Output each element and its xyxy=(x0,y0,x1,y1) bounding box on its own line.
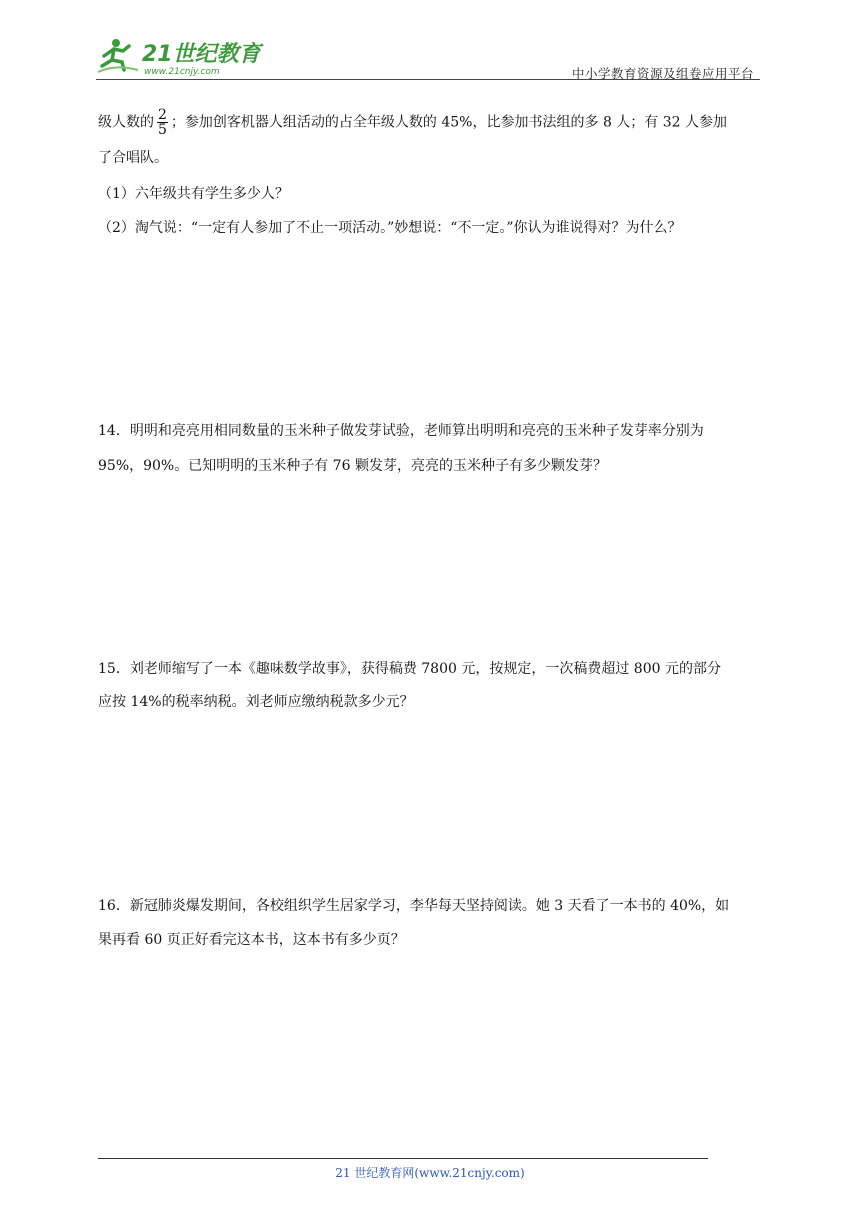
footer-link[interactable]: 21 世纪教育网(www.21cnjy.com) xyxy=(335,1166,525,1180)
platform-name: 中小学教育资源及组卷应用平台 xyxy=(571,66,754,81)
fraction-denominator: 5 xyxy=(158,122,167,138)
q16-line2: 果再看 60 页正好看完这本书，这本书有多少页？ xyxy=(98,932,405,948)
footer-divider xyxy=(98,1158,708,1159)
q16-line1: 16．新冠肺炎爆发期间，各校组织学生居家学习，李华每天坚持阅读。她 3 天看了一本书的 40%，如 xyxy=(98,898,730,914)
logo-text: 21世纪教育 xyxy=(142,42,261,67)
header-divider xyxy=(96,79,760,80)
q14-line2: 95%，90%。已知明明的玉米种子有 76 颗发芽，亮亮的玉米种子有多少颗发芽？ xyxy=(98,458,607,474)
q13-sub1: （1）六年级共有学生多少人？ xyxy=(98,186,289,202)
q13-line1-post: ；参加创客机器人组活动的占全年级人数的 45%，比参加书法组的多 8 人；有 32 人参加 xyxy=(170,114,728,131)
q15-line2: 应按 14%的税率纳税。刘老师应缴纳税款多少元？ xyxy=(98,694,414,710)
q13-sub2: （2）淘气说：“一定有人参加了不止一项活动。”妙想说：“不一定。”你认为谁说得对？为什么？ xyxy=(98,220,682,236)
fraction-two-fifths xyxy=(157,108,168,137)
fraction-numerator: 2 xyxy=(158,107,167,123)
q13-line1-pre: 级人数的 xyxy=(98,114,154,131)
site-logo[interactable] xyxy=(96,34,266,76)
q15-line1: 15．刘老师缩写了一本《趣味数学故事》，获得稿费 7800 元，按规定，一次稿费超过 800 元的部分 xyxy=(98,661,721,677)
runner-logo-icon xyxy=(96,34,266,76)
page-header xyxy=(96,30,760,80)
q13-line1 xyxy=(98,108,727,137)
q14-line1: 14．明明和亮亮用相同数量的玉米种子做发芽试验，老师算出明明和亮亮的玉米种子发芽率分别为 xyxy=(98,423,704,439)
q13-line2: 了合唱队。 xyxy=(98,150,168,166)
logo-url: www.21cnjy.com xyxy=(144,67,220,76)
